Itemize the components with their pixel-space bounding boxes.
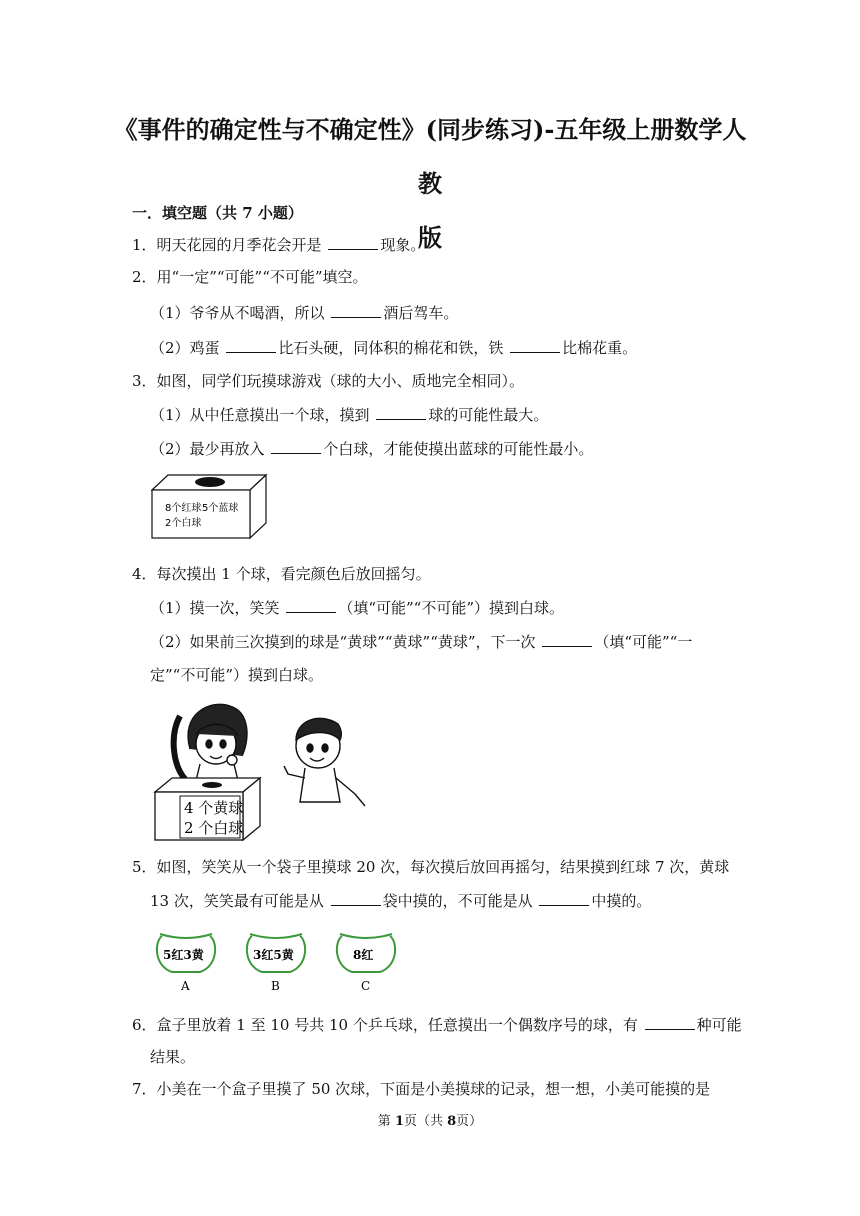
bag-b: [247, 934, 305, 993]
box2-label-yellow: 4 个黄球: [184, 799, 244, 817]
q6-text-a: 6．盒子里放着 1 至 10 号共 10 个乒乓球，任意摸出一个偶数序号的球，有: [132, 1016, 643, 1034]
question-3-part-1: [150, 404, 548, 426]
answer-blank: [331, 302, 381, 318]
box-label-blue: 5个蓝球: [202, 503, 239, 514]
q6-text-b: 种可能: [696, 1016, 742, 1034]
q4-p2-text-b: （填“可能”“一: [594, 633, 693, 651]
bags-figure: [150, 926, 420, 996]
boy-illustration: [284, 718, 365, 806]
bag-c: [337, 934, 395, 993]
answer-blank: [286, 597, 336, 613]
bag-a-label: A: [181, 979, 190, 993]
q1-text-b: 现象。: [380, 236, 426, 254]
question-1: [132, 234, 425, 256]
ball-box-2: [155, 778, 260, 840]
q2-p2-text-b: 比石头硬，同体积的棉花和铁，铁: [278, 339, 509, 357]
question-4-part-1: [150, 597, 564, 619]
page-footer: [0, 1110, 860, 1129]
question-4-part-2-cont: 定”“不可能”）摸到白球。: [150, 666, 324, 684]
bag-b-text: 3红5黄: [253, 948, 294, 962]
q2-p2-text-a: （2）鸡蛋: [150, 339, 225, 357]
bag-a: [157, 934, 215, 993]
box-hole: [195, 477, 225, 487]
footer-mid: 页（共: [403, 1114, 448, 1129]
answer-blank: [331, 890, 381, 906]
answer-blank: [328, 234, 378, 250]
question-6-line-1: [132, 1014, 742, 1036]
q3-p1-text-b: 球的可能性最大。: [428, 406, 549, 424]
answer-blank: [510, 337, 560, 353]
bag-c-label: C: [361, 979, 371, 993]
q5-text-a: 13 次，笑笑最有可能是从: [150, 892, 329, 910]
q2-p2-text-c: 比棉花重。: [562, 339, 638, 357]
section-heading: 一．填空题（共 7 小题）: [132, 204, 303, 222]
q5-text-c: 中摸的。: [591, 892, 652, 910]
q4-p1-text-b: （填“可能”“不可能”）摸到白球。: [338, 599, 564, 617]
q1-text-a: 1．明天花园的月季花会开是: [132, 236, 327, 254]
q3-p2-text-a: （2）最少再放入: [150, 440, 270, 458]
question-4-part-2: [150, 631, 692, 653]
footer-pre: 第: [377, 1114, 395, 1129]
question-5-line-2: [150, 890, 651, 912]
question-6-line-2: 结果。: [150, 1048, 196, 1066]
answer-blank: [271, 438, 321, 454]
box-label-red: 8个红球: [165, 503, 202, 514]
answer-blank: [542, 631, 592, 647]
title-line-2: 版: [418, 223, 442, 252]
q2-p1-text-b: 酒后驾车。: [383, 304, 459, 322]
question-2-stem: 2．用“一定”“可能”“不可能”填空。: [132, 268, 368, 286]
bag-b-label: B: [271, 979, 280, 993]
children-illustration: [150, 694, 380, 842]
ball-box-figure: [150, 470, 270, 540]
answer-blank: [376, 404, 426, 420]
box-label-white: 2个白球: [165, 518, 202, 529]
q3-p1-text-a: （1）从中任意摸出一个球，摸到: [150, 406, 375, 424]
question-7-line-1: 7．小美在一个盒子里摸了 50 次球，下面是小美摸球的记录，想一想，小美可能摸的是: [132, 1080, 711, 1098]
answer-blank: [645, 1014, 695, 1030]
footer-total-pages: 8: [447, 1114, 457, 1129]
question-4-stem: 4．每次摸出 1 个球，看完颜色后放回摇匀。: [132, 565, 431, 583]
bag-c-text: 8红: [353, 948, 374, 962]
q4-p1-text-a: （1）摸一次，笑笑: [150, 599, 285, 617]
box-front: [152, 490, 250, 538]
question-2-part-1: [150, 302, 458, 324]
q2-p1-text-a: （1）爷爷从不喝酒，所以: [150, 304, 330, 322]
answer-blank: [226, 337, 276, 353]
footer-post: 页）: [456, 1114, 483, 1129]
footer-page-number: 1: [394, 1114, 404, 1129]
question-3-stem: 3．如图，同学们玩摸球游戏（球的大小、质地完全相同）。: [132, 372, 525, 390]
question-2-part-2: [150, 337, 637, 359]
q5-text-b: 袋中摸的，不可能是从: [382, 892, 538, 910]
title-line-1: 《事件的确定性与不确定性》(同步练习)-五年级上册数学人教: [113, 115, 747, 198]
bag-a-text: 5红3黄: [163, 948, 204, 962]
q3-p2-text-b: 个白球，才能使摸出蓝球的可能性最小。: [323, 440, 594, 458]
answer-blank: [539, 890, 589, 906]
girl-illustration: [174, 704, 247, 789]
q4-p2-text-a: （2）如果前三次摸到的球是“黄球”“黄球”“黄球”，下一次: [150, 633, 541, 651]
question-5-line-1: 5．如图，笑笑从一个袋子里摸球 20 次，每次摸后放回再摇匀，结果摸到红球 7 次，黄球: [132, 858, 730, 876]
box2-label-white: 2 个白球: [184, 819, 244, 837]
question-3-part-2: [150, 438, 593, 460]
